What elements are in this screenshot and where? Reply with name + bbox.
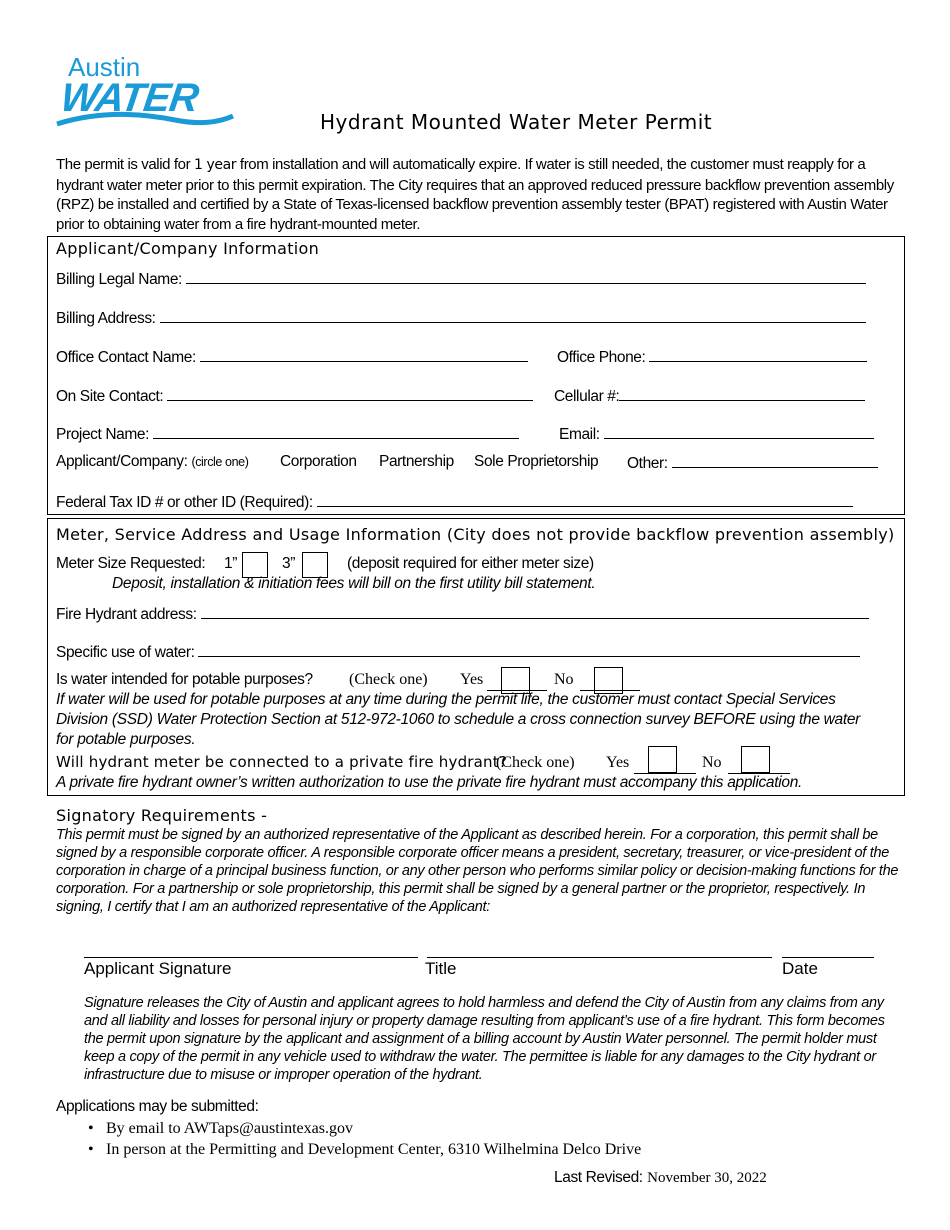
signatory-text: This permit must be signed by an authorized representative of the Applicant as described herein. For a corporation, this permit shall be signed by a responsible corporate officer. A responsible corporate officer means a president, secretary, treasurer, or vice-president of the corporation in charge of a principal business function, or any other person who performs similar policy or decision-making functions for the corporation. For a partnership or sole proprietorship, this permit shall be signed by a general partner or the proprietor, respectively. In signing, I certify that I am an authorized representative of the Applicant: xyxy=(56,827,899,915)
page-title: Hydrant Mounted Water Meter Permit xyxy=(320,110,713,134)
submission-heading: Applications may be submitted: xyxy=(56,1098,259,1115)
option-partnership[interactable]: Partnership xyxy=(379,453,454,470)
title-line[interactable] xyxy=(427,957,772,958)
option-corporation[interactable]: Corporation xyxy=(280,453,357,470)
specific-use-field[interactable]: Specific use of water: xyxy=(56,642,860,662)
logo-main-text: WATER xyxy=(57,76,201,120)
project-name-field[interactable]: Project Name: xyxy=(56,424,519,444)
private-yes-label: Yes xyxy=(606,754,630,771)
logo-top-text: Austin xyxy=(68,52,141,82)
private-note: A private fire hydrant owner’s written authorization to use the private fire hydrant must accompany this application. xyxy=(56,774,803,791)
potable-no-label: No xyxy=(554,671,574,688)
fees-note: Deposit, installation & initiation fees will bill on the first utility bill statement. xyxy=(112,575,596,592)
private-no-checkbox[interactable] xyxy=(741,746,770,773)
tax-id-field[interactable]: Federal Tax ID # or other ID (Required): xyxy=(56,492,853,512)
revised-date: November 30, 2022 xyxy=(647,1170,767,1186)
signatory-heading: Signatory Requirements - xyxy=(56,806,268,825)
release-text: Signature releases the City of Austin and applicant agrees to hold harmless and defend the City of Austin from any claims from any and all liability and losses for personal injury or property damage resulting from applicant’s use of a fire hydrant. This form becomes the permit upon signature by the applicant and assignment of a billing account by Austin Water personnel. The permit holder must keep a copy of the permit in any vehicle used to withdraw the water. The permittee is liable for any damages to the City hydrant or infrastructure due to misuse or improper operation of the hydrant. xyxy=(84,995,885,1083)
validity-duration: 1 year xyxy=(193,157,237,173)
cellular-field[interactable]: Cellular #: xyxy=(554,386,865,406)
hydrant-address-field[interactable]: Fire Hydrant address: xyxy=(56,604,869,624)
private-hydrant-question: Will hydrant meter be connected to a private fire hydrant? xyxy=(56,753,507,771)
email-field[interactable]: Email: xyxy=(559,424,874,444)
option-other-field[interactable]: Other: xyxy=(627,453,878,473)
last-revised: Last Revised: November 30, 2022 xyxy=(554,1169,767,1186)
billing-name-field[interactable]: Billing Legal Name: xyxy=(56,269,866,289)
onsite-contact-field[interactable]: On Site Contact: xyxy=(56,386,533,406)
meter-size-label: Meter Size Requested: xyxy=(56,555,206,572)
size-note: (deposit required for either meter size) xyxy=(347,555,594,572)
private-no-label: No xyxy=(702,754,722,771)
title-label: Title xyxy=(425,959,457,978)
submission-email-item: • By email to AWTaps@austintexas.gov xyxy=(86,1118,641,1139)
logo-wave-icon xyxy=(55,110,235,134)
option-sole-proprietorship[interactable]: Sole Proprietorship xyxy=(474,453,599,470)
date-label: Date xyxy=(782,959,818,978)
billing-address-field[interactable]: Billing Address: xyxy=(56,308,866,328)
date-line[interactable] xyxy=(782,957,874,958)
meter-heading: Meter, Service Address and Usage Information (City does not provide backflow prevention assembly) xyxy=(56,525,895,544)
applicant-signature-label: Applicant Signature xyxy=(84,959,232,978)
size-3-label: 3” xyxy=(282,555,295,572)
submission-list xyxy=(86,1118,641,1160)
intro-paragraph: The permit is valid for 1 year from installation and will automatically expire. If water is still needed, the customer must reapply for a hydrant water meter prior to this permit expiration. The City requires that an approved reduced pressure backflow prevention assembly (RPZ) be installed and certified by a State of Texas-licensed backflow prevention assembly tester (BPAT) registered with Austin Water prior to obtaining water from a fire hydrant-mounted meter. xyxy=(56,156,894,233)
size-1-label: 1” xyxy=(224,555,237,572)
austin-water-logo xyxy=(55,52,235,134)
potable-yes-label: Yes xyxy=(460,671,484,688)
applicant-signature-line[interactable] xyxy=(84,957,418,958)
potable-check-one: (Check one) xyxy=(349,671,428,688)
potable-note: If water will be used for potable purposes at any time during the permit life, the customer must contact Special Services Division (SSD) Water Protection Section at 512-972-1060 to schedule a cross connection survey BEFORE using the water for potable purposes. xyxy=(56,691,861,748)
office-phone-field[interactable]: Office Phone: xyxy=(557,347,867,367)
submission-in-person-item: • In person at the Permitting and Development Center, 6310 Wilhelmina Delco Drive xyxy=(86,1139,641,1160)
private-check-one: (Check one) xyxy=(496,754,575,771)
office-contact-field[interactable]: Office Contact Name: xyxy=(56,347,528,367)
company-type-row: Applicant/Company: (circle one) xyxy=(56,453,249,470)
applicant-heading: Applicant/Company Information xyxy=(56,239,320,258)
potable-question: Is water intended for potable purposes? xyxy=(56,671,313,688)
private-yes-checkbox[interactable] xyxy=(648,746,677,773)
